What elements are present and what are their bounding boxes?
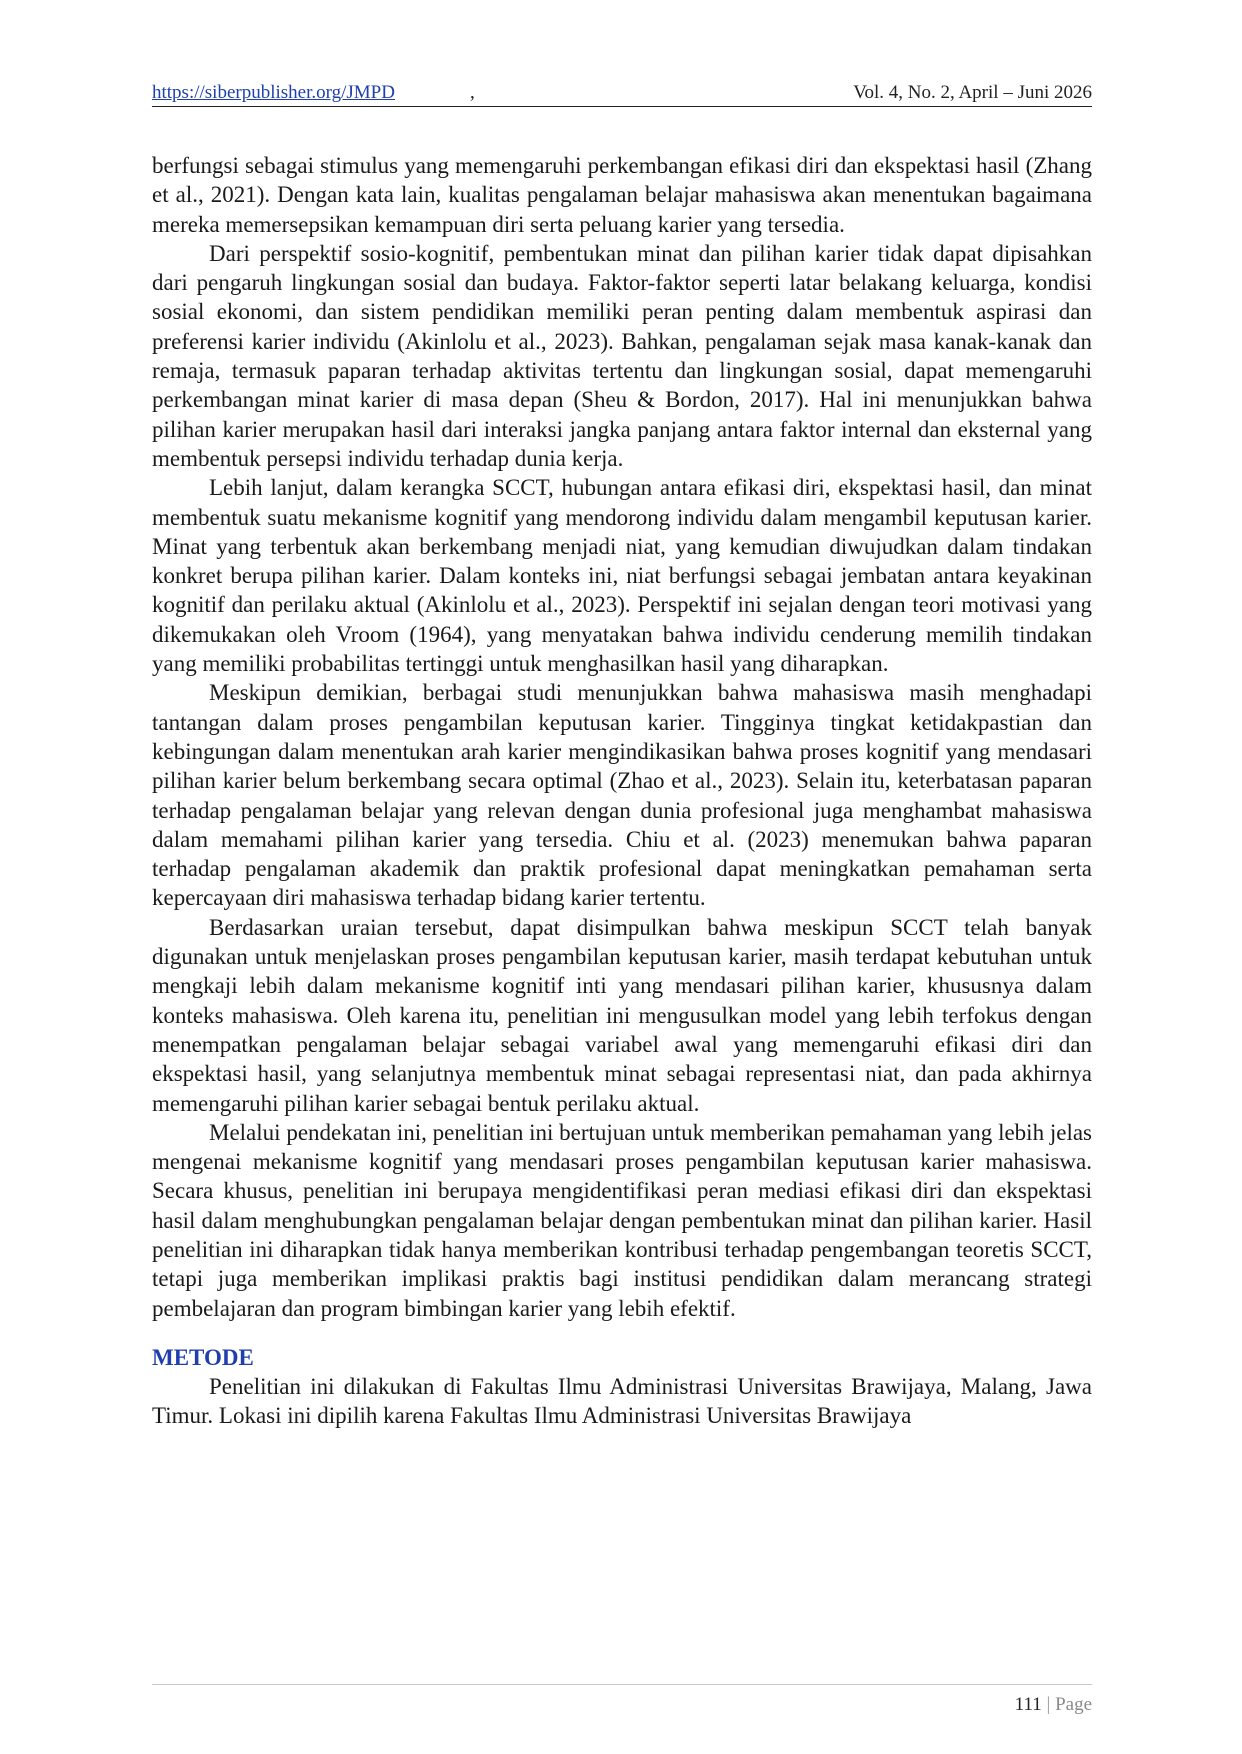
journal-url-suffix: , bbox=[470, 82, 475, 103]
article-body bbox=[152, 151, 1092, 1431]
footer-separator: | bbox=[1046, 1694, 1051, 1715]
footer-divider bbox=[152, 1684, 1092, 1685]
section-heading-metode: METODE bbox=[152, 1344, 254, 1370]
paragraph: Lebih lanjut, dalam kerangka SCCT, hubungan antara efikasi diri, ekspektasi hasil, dan minat membentuk suatu mekanisme kognitif yang mendorong individu dalam mengambil keputusan karier. Minat yang terbentuk akan berkembang menjadi niat, yang kemudian diwujudkan dalam tindakan konkret berupa pilihan karier. Dalam konteks ini, niat berfungsi sebagai jembatan antara keyakinan kognitif dan perilaku aktual (Akinlolu et al., 2023). Perspektif ini sejalan dengan teori motivasi yang dikemukakan oleh Vroom (1964), yang menyatakan bahwa individu cenderung memilih tindakan yang memiliki probabilitas tertinggi untuk menghasilkan hasil yang diharapkan. bbox=[152, 475, 1092, 677]
paragraph: Berdasarkan uraian tersebut, dapat disimpulkan bahwa meskipun SCCT telah banyak digunakan untuk menjelaskan proses pengambilan keputusan karier, masih terdapat kebutuhan untuk mengkaji lebih dalam mekanisme kognitif inti yang mendasari pilihan karier, khususnya dalam konteks mahasiswa. Oleh karena itu, penelitian ini mengusulkan model yang lebih terfokus dengan menempatkan pengalaman belajar sebagai variabel awal yang memengaruhi efikasi diri dan ekspektasi hasil, yang selanjutnya membentuk minat sebagai representasi niat, dan pada akhirnya memengaruhi pilihan karier sebagai bentuk perilaku aktual. bbox=[152, 914, 1092, 1116]
paragraph-metode: Penelitian ini dilakukan di Fakultas Ilmu Administrasi Universitas Brawijaya, Malang, Jawa Timur. Lokasi ini dipilih karena Fakultas Ilmu Administrasi Universitas Brawijaya bbox=[152, 1374, 1092, 1429]
paragraph: Dari perspektif sosio-kognitif, pembentukan minat dan pilihan karier tidak dapat dipisahkan dari pengaruh lingkungan sosial dan budaya. Faktor-faktor seperti latar belakang keluarga, kondisi sosial ekonomi, dan sistem pendidikan memiliki peran penting dalam membentuk aspirasi dan preferensi karier individu (Akinlolu et al., 2023). Bahkan, pengalaman sejak masa kanak-kanak dan remaja, termasuk paparan terhadap aktivitas tertentu dan lingkungan sosial, dapat memengaruhi perkembangan minat karier di masa depan (Sheu & Bordon, 2017). Hal ini menunjukkan bahwa pilihan karier merupakan hasil dari interaksi jangka panjang antara faktor internal dan eksternal yang membentuk persepsi individu terhadap dunia kerja. bbox=[152, 240, 1092, 471]
page-label: Page bbox=[1055, 1694, 1092, 1715]
paragraph: Melalui pendekatan ini, penelitian ini bertujuan untuk memberikan pemahaman yang lebih jelas mengenai mekanisme kognitif yang mendasari proses pengambilan keputusan karier mahasiswa. Secara khusus, penelitian ini berupaya mengidentifikasi peran mediasi efikasi diri dan ekspektasi hasil dalam menghubungkan pengalaman belajar dengan pembentukan minat dan pilihan karier. Hasil penelitian ini diharapkan tidak hanya memberikan kontribusi terhadap pengembangan teoretis SCCT, tetapi juga memberikan implikasi praktis bagi institusi pendidikan dalam merancang strategi pembelajaran dan program bimbingan karier yang lebih efektif. bbox=[152, 1119, 1092, 1321]
page-number: 111 bbox=[1014, 1694, 1042, 1715]
paragraph-continuation: berfungsi sebagai stimulus yang memengaruhi perkembangan efikasi diri dan ekspektasi hasil (Zhang et al., 2021). Dengan kata lain, kualitas pengalaman belajar mahasiswa akan menentukan bagaimana mereka memersepsikan kemampuan diri serta peluang karier yang tersedia. bbox=[152, 153, 1092, 237]
journal-url-link[interactable]: https://siberpublisher.org/JMPD bbox=[152, 82, 395, 103]
volume-info: Vol. 4, No. 2, April – Juni 2026 bbox=[853, 82, 1092, 103]
page-header bbox=[152, 80, 1092, 107]
page-footer bbox=[1015, 1694, 1092, 1716]
paragraph: Meskipun demikian, berbagai studi menunjukkan bahwa mahasiswa masih menghadapi tantangan dalam proses pengambilan keputusan karier. Tingginya tingkat ketidakpastian dan kebingungan dalam menentukan arah karier mengindikasikan bahwa proses kognitif yang mendasari pilihan karier belum berkembang secara optimal (Zhao et al., 2023). Selain itu, keterbatasan paparan terhadap pengalaman belajar yang relevan dengan dunia profesional juga menghambat mahasiswa dalam memahami pilihan karier yang tersedia. Chiu et al. (2023) menemukan bahwa paparan terhadap pengalaman akademik dan praktik profesional dapat meningkatkan pemahaman serta kepercayaan diri mahasiswa terhadap bidang karier tertentu. bbox=[152, 680, 1092, 911]
